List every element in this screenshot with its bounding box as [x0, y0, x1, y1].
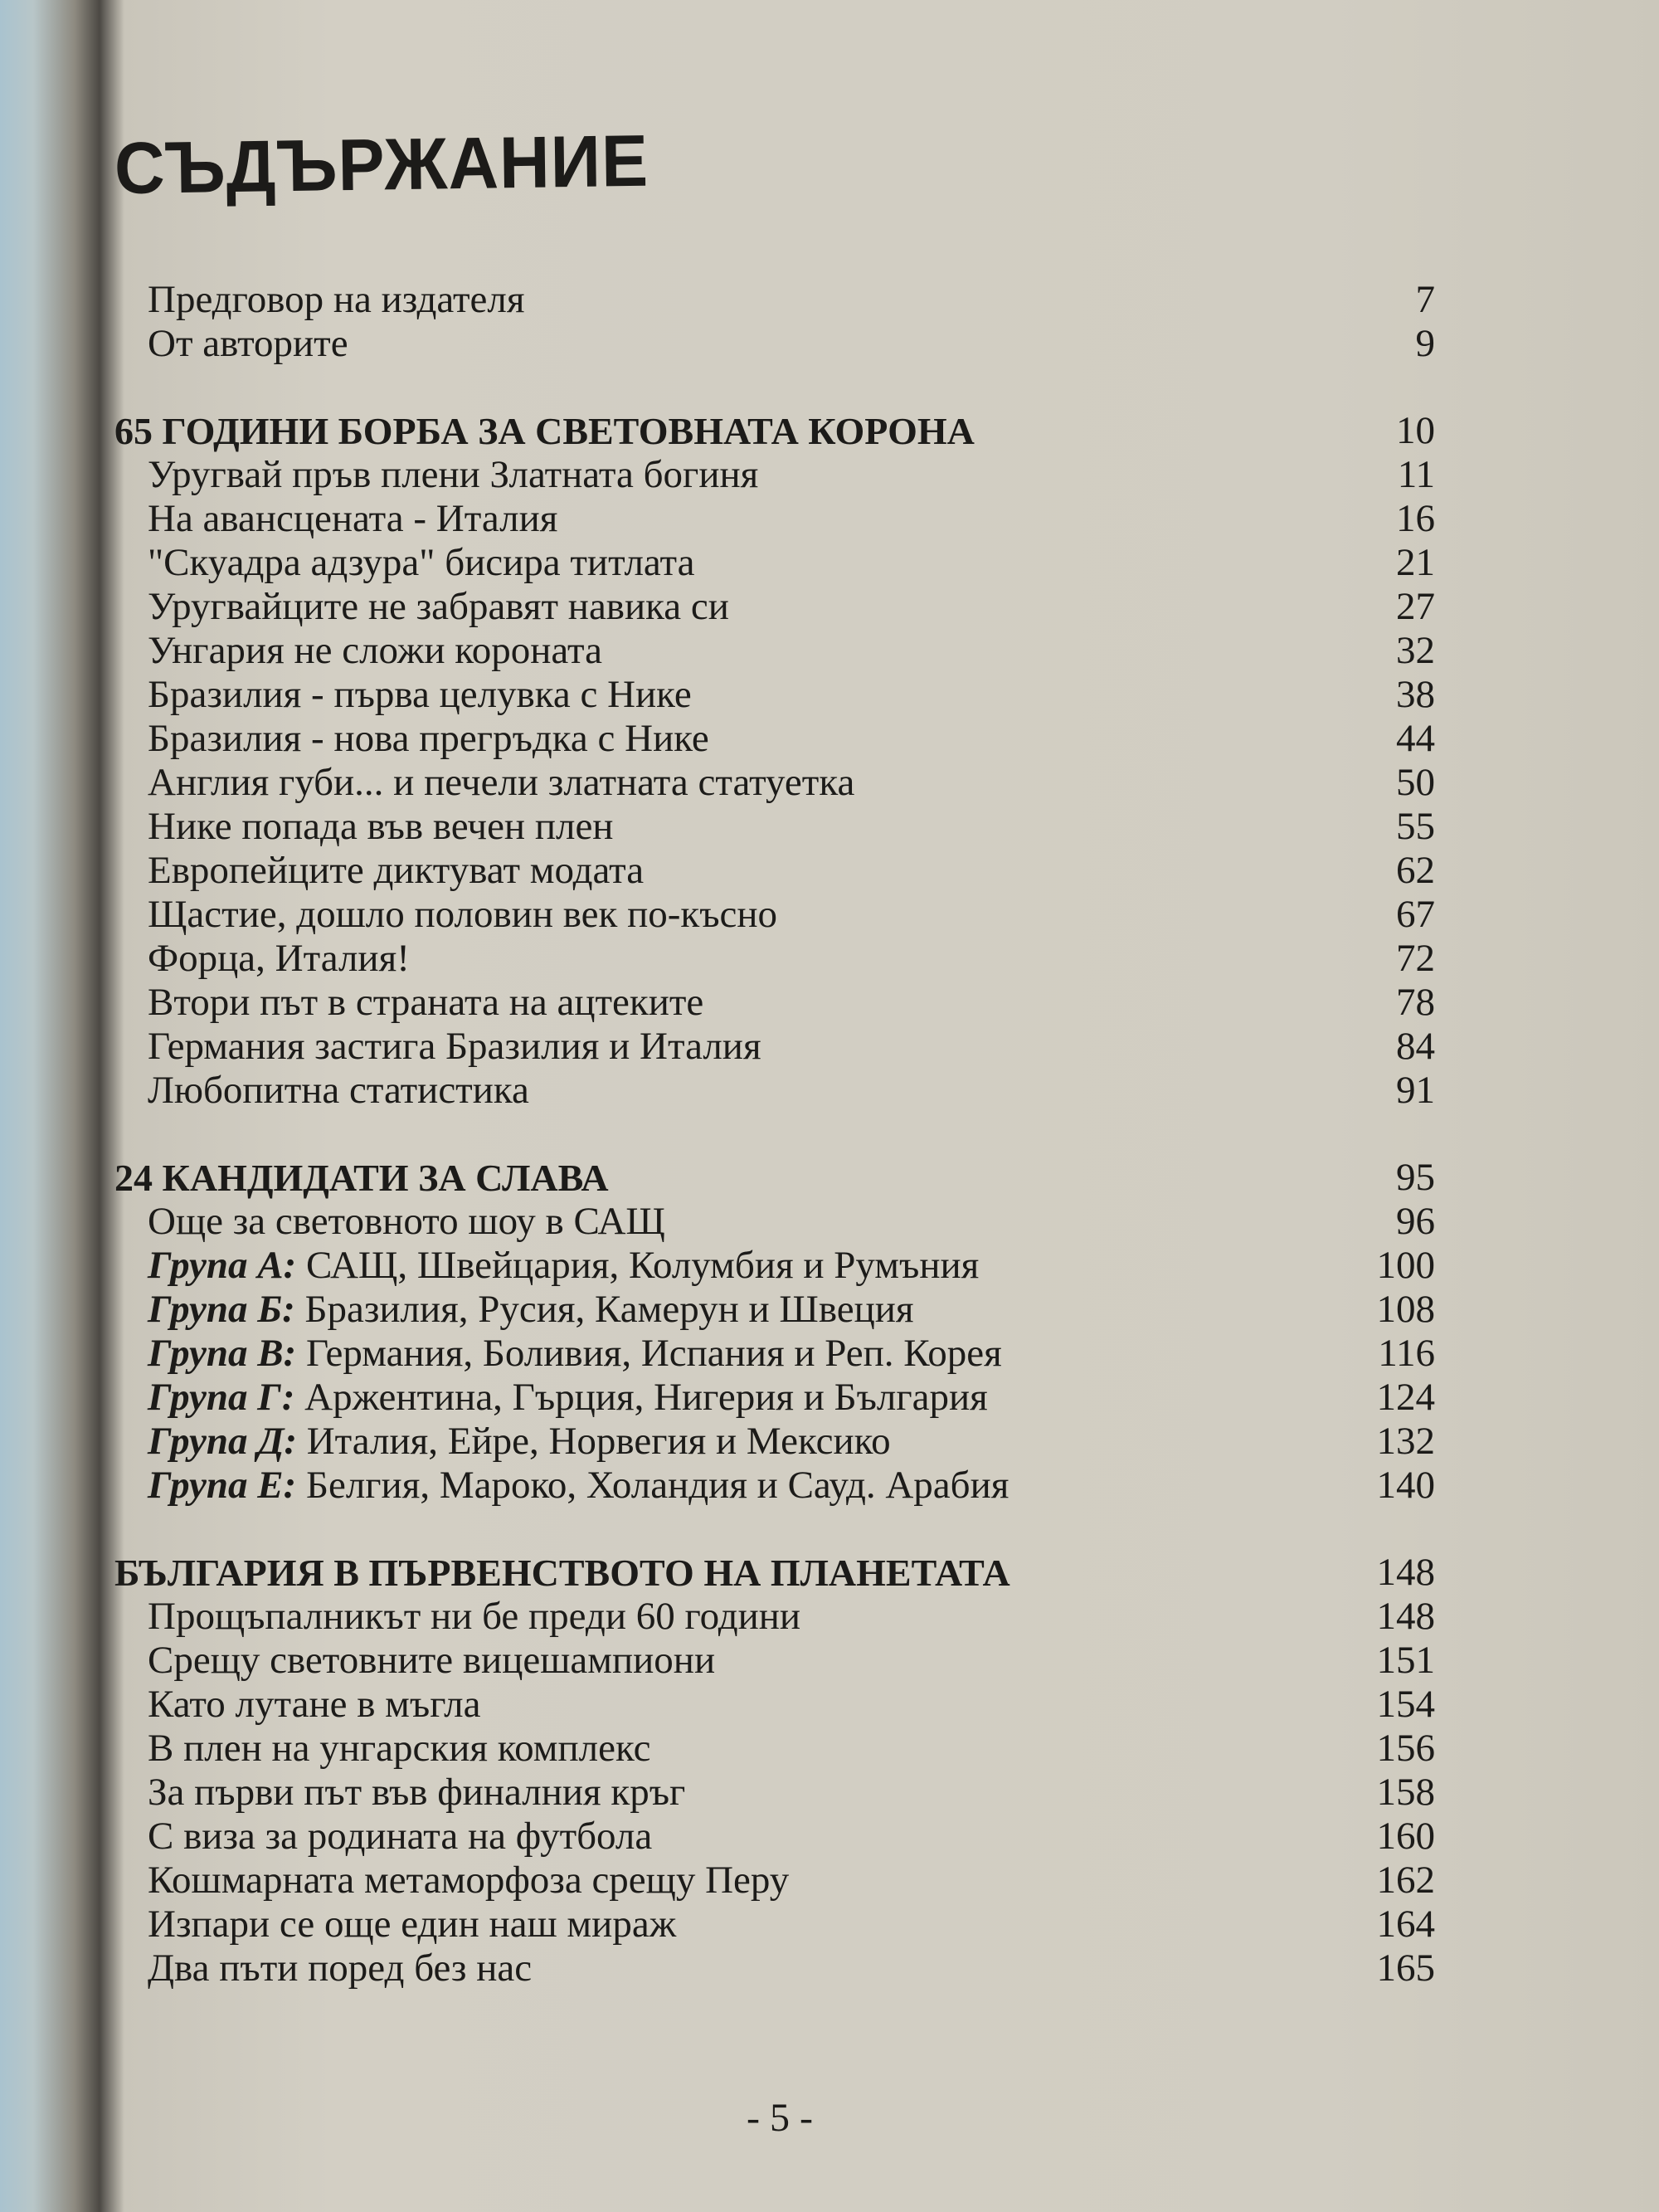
toc-entry-label-wrap [148, 1946, 532, 1990]
toc-entry-title: Уругвайците не забравят навика си [148, 585, 729, 628]
toc-entry-page: 78 [1396, 981, 1435, 1024]
toc-entry-label-wrap [148, 981, 703, 1025]
toc-entry-title: Европейците диктуват модата [148, 849, 645, 892]
toc-entry-page: 132 [1376, 1420, 1435, 1463]
toc-entry-title: В плен на унгарския комплекс [148, 1727, 651, 1770]
toc-entry-page: 67 [1396, 893, 1435, 936]
toc-entry-title: От авторите [148, 322, 348, 365]
toc-entry-label-wrap [148, 453, 758, 497]
section-heading-title: БЪЛГАРИЯ В ПЪРВЕНСТВОТО НА ПЛАНЕТАТА [114, 1552, 1010, 1594]
toc-entry-title: САЩ, Швейцария, Колумбия и Румъния [296, 1244, 980, 1287]
toc-entry [0, 497, 1659, 541]
toc-entry [0, 1639, 1659, 1683]
toc-entry [0, 1069, 1659, 1113]
section-heading [0, 1551, 1659, 1595]
toc-section [0, 278, 1659, 366]
toc-entry [0, 1464, 1659, 1508]
toc-entry-label-wrap [148, 1420, 891, 1464]
toc-entry-label-wrap [148, 673, 692, 717]
toc-entry-page: 27 [1396, 585, 1435, 628]
toc-entry-page: 148 [1376, 1595, 1435, 1638]
toc-entry [0, 1946, 1659, 1990]
section-heading-title: 65 ГОДИНИ БОРБА ЗА СВЕТОВНАТА КОРОНА [114, 410, 975, 452]
toc-entry [0, 1815, 1659, 1859]
toc-entry-page: 62 [1396, 849, 1435, 892]
toc-entry-title: Аржентина, Гърция, Нигерия и България [294, 1376, 988, 1419]
section-heading-page: 10 [1396, 409, 1435, 452]
toc-entry-label-wrap [148, 849, 644, 893]
toc-entry-title: За първи път във финалния кръг [148, 1771, 686, 1814]
toc-entry-page: 11 [1397, 453, 1435, 496]
toc-entry [0, 278, 1659, 322]
toc-entry [0, 629, 1659, 673]
toc-entry-title: С виза за родината на футбола [148, 1815, 653, 1858]
toc-entry-page: 55 [1396, 805, 1435, 848]
toc-entry-label-wrap [148, 805, 613, 849]
toc-entry-page: 116 [1378, 1332, 1435, 1375]
toc-entry-page: 38 [1396, 673, 1435, 716]
toc-entry [0, 893, 1659, 937]
toc-entry-label-wrap [148, 761, 854, 805]
toc-entry-title: Прощъпалникът ни бе преди 60 години [148, 1595, 801, 1638]
group-prefix: Група Г: [148, 1376, 295, 1419]
toc-entry-title: Предговор на издателя [148, 278, 525, 321]
group-prefix: Група А: [148, 1244, 297, 1287]
section-heading-page: 95 [1396, 1156, 1435, 1199]
toc-entry-page: 154 [1376, 1683, 1435, 1726]
section-heading [0, 409, 1659, 453]
toc-entry-label-wrap [148, 322, 348, 366]
toc-entry-page: 7 [1415, 278, 1435, 321]
toc-entry-label-wrap [148, 278, 525, 322]
toc-entry-title: "Скуадра адзура" бисира титлата [148, 541, 695, 584]
toc-entry-page: 21 [1396, 541, 1435, 584]
toc-entry-page: 44 [1396, 717, 1435, 760]
toc-entry [0, 1025, 1659, 1069]
group-prefix: Група В: [148, 1332, 297, 1375]
toc-entry-label-wrap [148, 1200, 665, 1244]
toc-entry-title: Кошмарната метаморфоза срещу Перу [148, 1859, 790, 1902]
toc-entry [0, 673, 1659, 717]
toc-entry-page: 151 [1376, 1639, 1435, 1682]
toc-entry-page: 9 [1415, 322, 1435, 365]
group-prefix: Група Е: [148, 1464, 297, 1507]
toc-entry-page: 165 [1376, 1946, 1435, 1990]
toc-entry-title: Италия, Ейре, Норвегия и Мексико [296, 1420, 891, 1463]
toc-entry-page: 32 [1396, 629, 1435, 672]
toc-section [0, 1156, 1659, 1508]
toc-entry-label-wrap [148, 497, 557, 541]
toc-entry-label-wrap [148, 1332, 1002, 1376]
toc-entry-title: Бразилия, Русия, Камерун и Швеция [294, 1288, 914, 1331]
toc-entry [0, 717, 1659, 761]
toc-entry-label-wrap [148, 541, 695, 585]
toc-section [0, 409, 1659, 1113]
group-prefix: Група Д: [148, 1420, 297, 1463]
toc-entry-label-wrap [148, 1244, 979, 1288]
toc-entry [0, 453, 1659, 497]
section-heading-page: 148 [1376, 1551, 1435, 1594]
toc-entry [0, 1376, 1659, 1420]
toc-entry-label-wrap [148, 1815, 652, 1859]
section-heading-title: 24 КАНДИДАТИ ЗА СЛАВА [114, 1157, 609, 1199]
toc-entry-title: Още за световното шоу в САЩ [148, 1200, 665, 1243]
toc-entry-label-wrap [148, 1069, 529, 1113]
toc-entry-title: Любопитна статистика [148, 1069, 529, 1112]
toc-entry [0, 1903, 1659, 1946]
toc-entry-page: 164 [1376, 1903, 1435, 1946]
toc-entry-page: 108 [1376, 1288, 1435, 1331]
toc-entry-page: 96 [1396, 1200, 1435, 1243]
toc-entry-page: 16 [1396, 497, 1435, 540]
toc-entry-title: Белгия, Мароко, Холандия и Сауд. Арабия [296, 1464, 1010, 1507]
toc-entry [0, 849, 1659, 893]
toc-entry [0, 1244, 1659, 1288]
toc-entry-label-wrap [148, 1025, 761, 1069]
toc-entry [0, 1288, 1659, 1332]
toc-entry [0, 1727, 1659, 1771]
toc-entry-title: Два пъти поред без нас [148, 1946, 533, 1990]
toc-entry-page: 140 [1376, 1464, 1435, 1507]
toc-entry-title: Като лутане в мъгла [148, 1683, 481, 1726]
toc-entry [0, 1200, 1659, 1244]
toc-entry-label-wrap [148, 1639, 715, 1683]
toc-entry [0, 1420, 1659, 1464]
toc-entry-title: Форца, Италия! [148, 937, 410, 980]
toc-entry-label-wrap [148, 1903, 676, 1946]
toc-entry-title: Унгария не сложи короната [148, 629, 602, 672]
toc-entry [0, 805, 1659, 849]
toc-entry [0, 1771, 1659, 1815]
toc-entry-label-wrap [148, 1595, 800, 1639]
toc-entry-page: 50 [1396, 761, 1435, 804]
toc-entry-label-wrap [148, 585, 729, 629]
toc-entry-label-wrap [148, 629, 602, 673]
toc-entry-page: 158 [1376, 1771, 1435, 1814]
toc-entry-title: Германия застига Бразилия и Италия [148, 1025, 761, 1068]
toc-entry-page: 100 [1376, 1244, 1435, 1287]
section-heading [0, 1156, 1659, 1200]
toc-entry-title: Бразилия - първа целувка с Нике [148, 673, 692, 716]
toc-entry-page: 72 [1396, 937, 1435, 980]
toc-entry-label-wrap [148, 1683, 480, 1727]
table-of-contents [0, 278, 1659, 2034]
toc-entry-label-wrap [148, 1464, 1009, 1508]
toc-entry-title: Уругвай пръв плени Златната богиня [148, 453, 759, 496]
toc-entry-title: Нике попада във вечен плен [148, 805, 614, 848]
toc-entry-page: 160 [1376, 1815, 1435, 1858]
toc-entry-label-wrap [148, 1771, 685, 1815]
toc-entry-label-wrap [148, 1727, 651, 1771]
toc-entry-page: 162 [1376, 1859, 1435, 1902]
toc-entry [0, 1332, 1659, 1376]
toc-entry-label-wrap [148, 1376, 988, 1420]
toc-entry [0, 937, 1659, 981]
toc-entry [0, 585, 1659, 629]
toc-entry-label-wrap [148, 937, 410, 981]
toc-entry-title: Втори път в страната на ацтеките [148, 981, 704, 1024]
toc-section [0, 1551, 1659, 1990]
toc-entry [0, 541, 1659, 585]
toc-entry-title: Бразилия - нова прегръдка с Нике [148, 717, 709, 760]
toc-entry-label-wrap [148, 1288, 914, 1332]
toc-entry [0, 1859, 1659, 1903]
toc-entry-page: 124 [1376, 1376, 1435, 1419]
toc-entry-page: 91 [1396, 1069, 1435, 1112]
group-prefix: Група Б: [148, 1288, 295, 1331]
toc-entry [0, 1595, 1659, 1639]
toc-entry [0, 1683, 1659, 1727]
toc-entry [0, 761, 1659, 805]
toc-entry-page: 156 [1376, 1727, 1435, 1770]
toc-entry-title: На авансцената - Италия [148, 497, 558, 540]
toc-entry [0, 981, 1659, 1025]
toc-entry-title: Изпари се още един наш мираж [148, 1903, 677, 1946]
toc-entry-title: Щастие, дошло половин век по-късно [148, 893, 778, 936]
toc-entry-page: 84 [1396, 1025, 1435, 1068]
toc-entry-title: Германия, Боливия, Испания и Реп. Корея [296, 1332, 1002, 1375]
toc-entry-label-wrap [148, 1859, 789, 1903]
page-number: - 5 - [747, 2096, 813, 2140]
page-title: СЪДЪРЖАНИЕ [114, 119, 649, 210]
toc-entry-title: Англия губи... и печели златната статуетка [148, 761, 855, 804]
toc-entry-label-wrap [148, 717, 709, 761]
toc-entry-title: Срещу световните вицешампиони [148, 1639, 716, 1682]
toc-entry-label-wrap [148, 893, 777, 937]
toc-entry [0, 322, 1659, 366]
